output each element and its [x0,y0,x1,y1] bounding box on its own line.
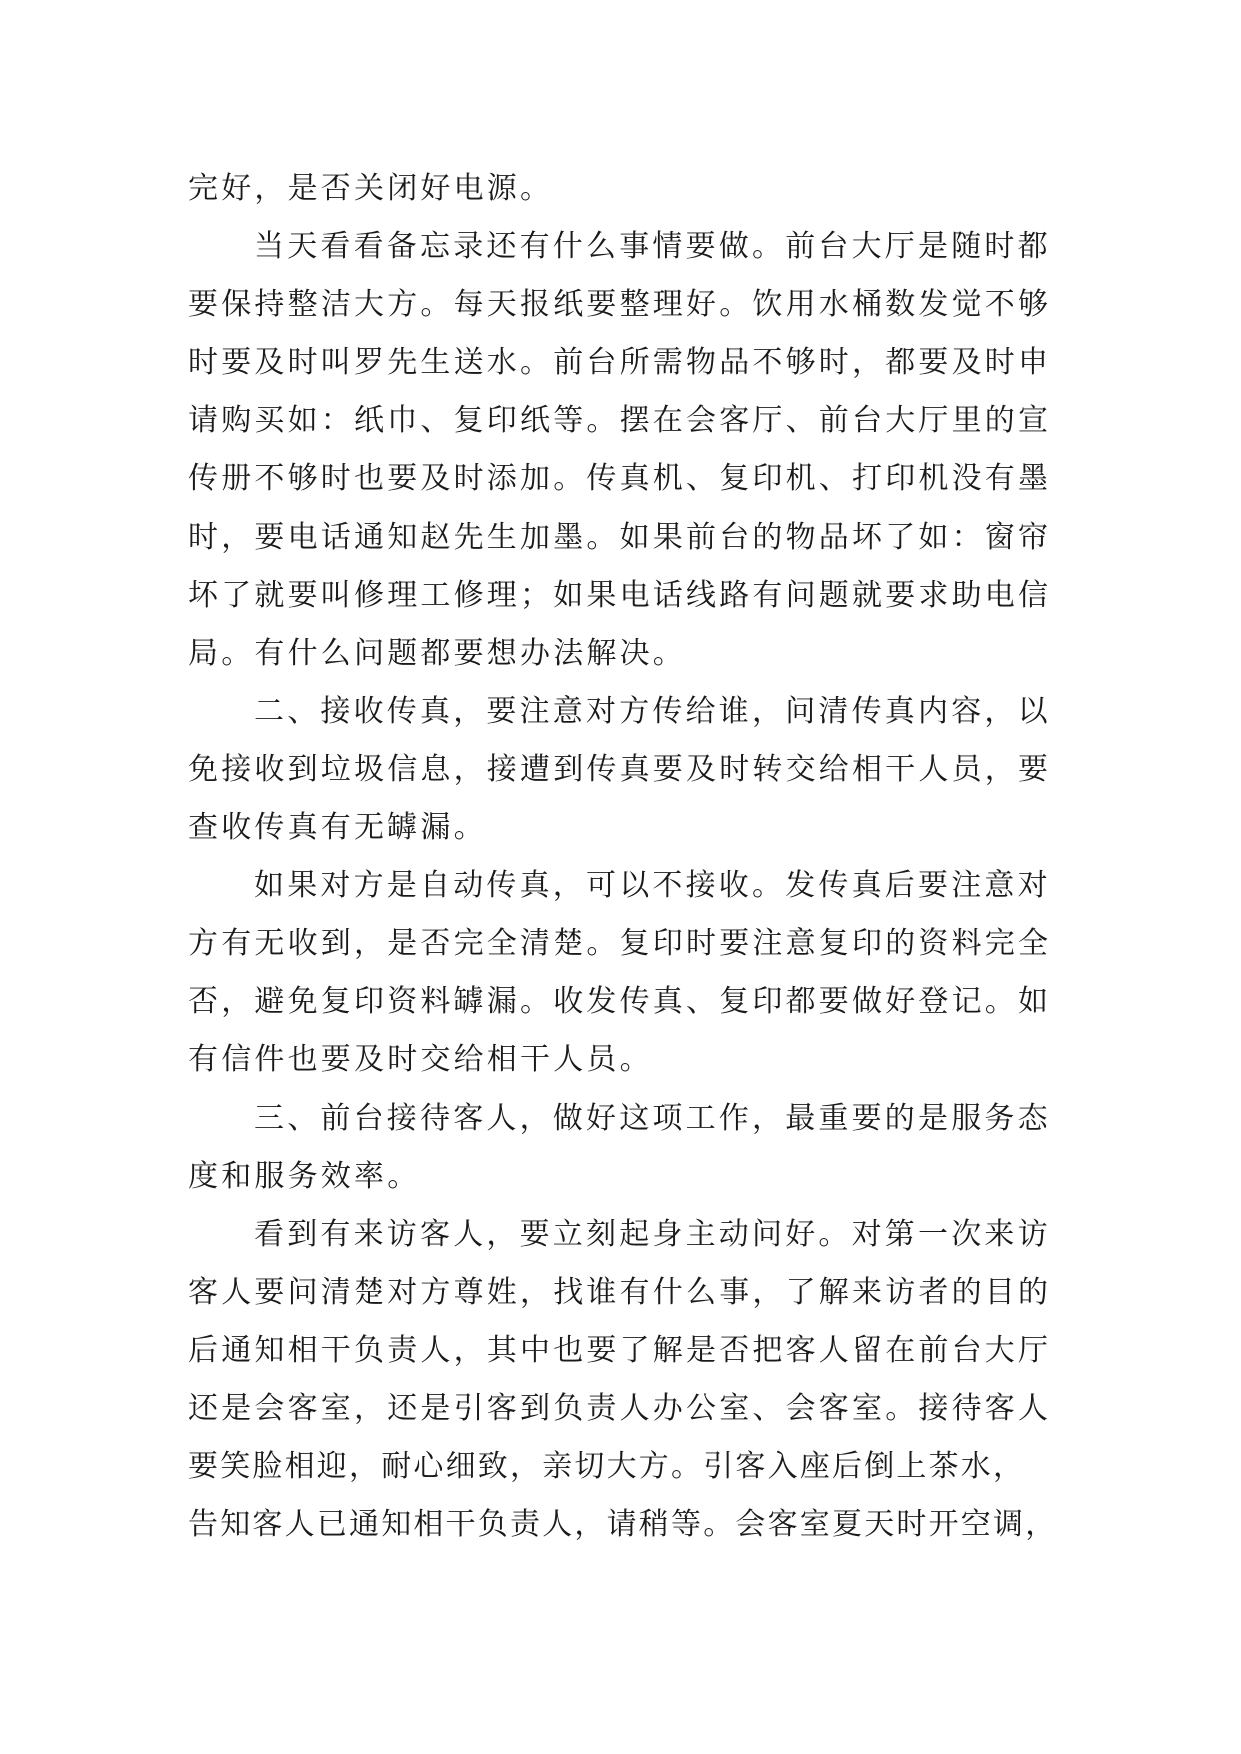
text-line: 告知客人已通知相干负责人，请稍等。会客室夏天时开空调， [188,1507,1058,1543]
text-line: 传册不够时也要及时添加。传真机、复印机、打印机没有墨 [188,461,1052,497]
text-line: 度和服务效率。 [188,1158,421,1194]
paragraph-first-line: 二、接收传真，要注意对方传给谁，问清传真内容，以 [254,693,1051,729]
paragraph-first-line: 三、前台接待客人，做好这项工作，最重要的是服务态 [254,1100,1051,1136]
text-line: 请购买如：纸巾、复印纸等。摆在会客厅、前台大厅里的宣 [188,403,1052,439]
text-line: 否，避免复印资料罅漏。收发传真、复印都要做好登记。如 [188,984,1052,1020]
text-line: 时要及时叫罗先生送水。前台所需物品不够时，都要及时申 [188,345,1052,381]
paragraph-first-line: 当天看看备忘录还有什么事情要做。前台大厅是随时都 [254,229,1051,265]
text-line: 要保持整洁大方。每天报纸要整理好。饮用水桶数发觉不够 [188,287,1052,323]
text-line: 免接收到垃圾信息，接遭到传真要及时转交给相干人员，要 [188,751,1052,787]
text-line: 还是会客室，还是引客到负责人办公室、会客室。接待客人 [188,1390,1052,1426]
text-line: 完好，是否关闭好电源。 [188,171,554,206]
text-line: 时，要电话通知赵先生加墨。如果前台的物品坏了如：窗帘 [188,519,1052,555]
paragraph-first-line: 如果对方是自动传真，可以不接收。发传真后要注意对 [254,868,1051,904]
paragraph-first-line: 看到有来访客人，要立刻起身主动问好。对第一次来访 [254,1216,1051,1252]
text-line: 有信件也要及时交给相干人员。 [188,1042,653,1078]
text-line: 后通知相干负责人，其中也要了解是否把客人留在前台大厅 [188,1332,1052,1368]
text-line: 客人要问清楚对方尊姓，找谁有什么事，了解来访者的目的 [188,1274,1052,1310]
body-text [188,160,1058,1554]
text-line: 坏了就要叫修理工修理；如果电话线路有问题就要求助电信 [188,577,1052,613]
text-line: 查收传真有无罅漏。 [188,810,487,846]
text-line: 要笑脸相迎，耐心细致，亲切大方。引客入座后倒上茶水， [188,1449,1026,1485]
text-line: 局。有什么问题都要想办法解决。 [188,635,686,671]
text-line: 方有无收到，是否完全清楚。复印时要注意复印的资料完全 [188,926,1052,962]
